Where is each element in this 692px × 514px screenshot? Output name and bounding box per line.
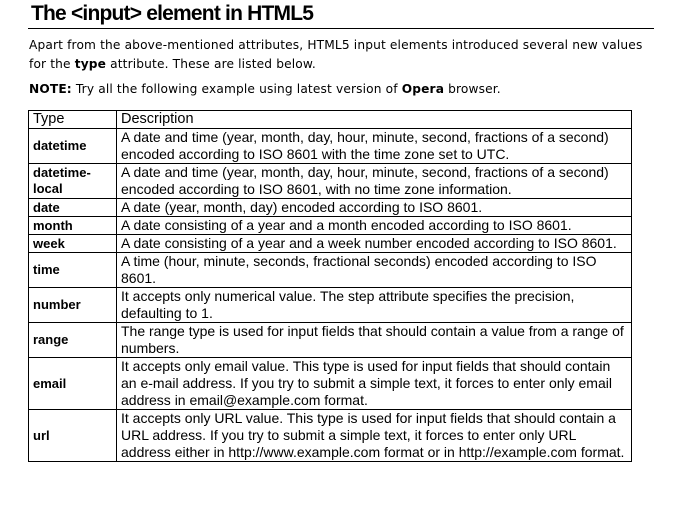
- type-cell: datetime-local: [29, 164, 117, 199]
- page-title: The <input> element in HTML5: [31, 2, 314, 25]
- table-row: [29, 323, 632, 358]
- header-description: Description: [117, 111, 632, 129]
- intro-keyword: type: [74, 57, 107, 71]
- description-cell: A date (year, month, day) encoded according to ISO 8601.: [117, 199, 632, 217]
- note-paragraph: [29, 80, 655, 98]
- title-divider: [28, 28, 654, 29]
- intro-paragraph: [29, 36, 655, 74]
- description-cell: A date and time (year, month, day, hour, minute, second, fractions of a second) encoded according to ISO 8601, with no time zone information.: [117, 164, 632, 199]
- description-cell: The range type is used for input fields that should contain a value from a range of numbers.: [117, 323, 632, 358]
- intro-text-end: attribute. These are listed below.: [106, 57, 316, 71]
- note-label: NOTE:: [29, 82, 72, 96]
- table-row: [29, 217, 632, 235]
- input-types-table: [28, 110, 632, 462]
- description-cell: It accepts only URL value. This type is used for input fields that should contain a URL address. If you try to submit a simple text, it forces to enter only URL address either in http://www.example.com format or in http://example.com format.: [117, 410, 632, 462]
- type-cell: date: [29, 199, 117, 217]
- type-cell: month: [29, 217, 117, 235]
- table-row: [29, 410, 632, 462]
- note-text-start: Try all the following example using latest version of: [71, 82, 402, 96]
- description-cell: A date consisting of a year and a week number encoded according to ISO 8601.: [117, 235, 632, 253]
- table-row: [29, 235, 632, 253]
- table-row: [29, 129, 632, 164]
- type-cell: email: [29, 358, 117, 410]
- note-text-end: browser.: [444, 82, 501, 96]
- type-cell: datetime: [29, 129, 117, 164]
- description-cell: A time (hour, minute, seconds, fractional seconds) encoded according to ISO 8601.: [117, 253, 632, 288]
- description-cell: It accepts only numerical value. The step attribute specifies the precision, defaulting to 1.: [117, 288, 632, 323]
- description-cell: A date consisting of a year and a month encoded according to ISO 8601.: [117, 217, 632, 235]
- header-type: Type: [29, 111, 117, 129]
- description-cell: A date and time (year, month, day, hour, minute, second, fractions of a second) encoded according to ISO 8601 with the time zone set to UTC.: [117, 129, 632, 164]
- table-row: [29, 164, 632, 199]
- type-cell: time: [29, 253, 117, 288]
- type-cell: number: [29, 288, 117, 323]
- table-row: [29, 288, 632, 323]
- table-row: [29, 199, 632, 217]
- table-header-row: [29, 111, 632, 129]
- intro-text-start: Apart from the above-mentioned attributes, HTML5 input elements introduced several new values for the: [29, 38, 643, 71]
- note-browser-name: Opera: [401, 82, 445, 96]
- type-cell: url: [29, 410, 117, 462]
- description-cell: It accepts only email value. This type is used for input fields that should contain an e-mail address. If you try to submit a simple text, it forces to enter only email address in email@example.com format.: [117, 358, 632, 410]
- type-cell: range: [29, 323, 117, 358]
- table-row: [29, 358, 632, 410]
- table-row: [29, 253, 632, 288]
- type-cell: week: [29, 235, 117, 253]
